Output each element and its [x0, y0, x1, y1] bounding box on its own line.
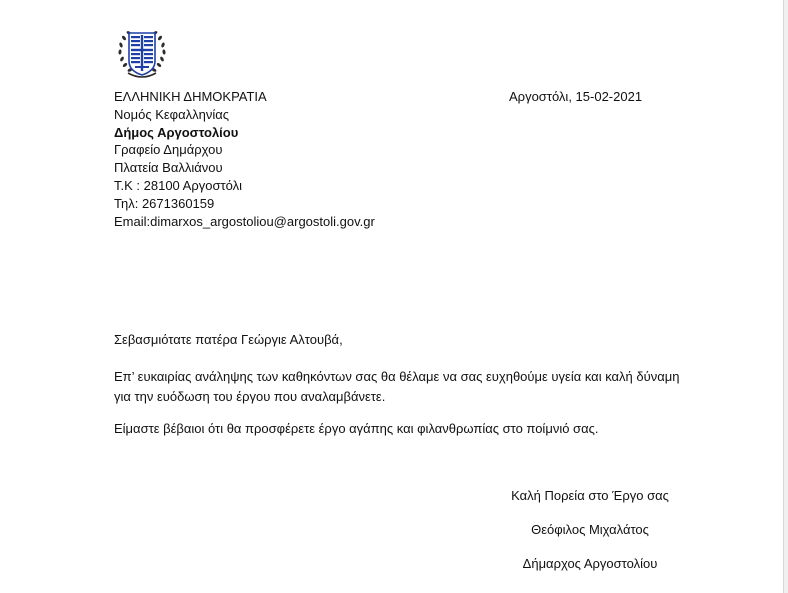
paragraph-wishes: Επ’ ευκαιρίας ανάληψης των καθηκόντων σας θα θέλαμε να σας ευχηθούμε υγεία και καλή δύναμη για την ευόδωση του έργου που αναλαμβάνετε.	[114, 369, 680, 404]
greek-coat-of-arms-icon	[114, 25, 170, 81]
signature-closing: Καλή Πορεία στο Έργο σας	[511, 488, 669, 503]
salutation: Σεβασμιότατε πατέρα Γεώργιε Αλτουβά,	[114, 332, 343, 347]
signature-name: Θεόφιλος Μιχαλάτος	[531, 522, 649, 537]
municipality-line: Δήμος Αργοστολίου	[114, 124, 239, 140]
page-edge-divider	[783, 0, 788, 593]
postal-line: Τ.Κ : 28100 Αργοστόλι	[114, 177, 243, 193]
prefecture-line: Νομός Κεφαλληνίας	[114, 106, 230, 122]
email-line: Email:dimarxos_argostoliou@argostoli.gov.gr	[114, 213, 375, 229]
place-date: Αργοστόλι, 15-02-2021	[509, 89, 643, 104]
country-line: ΕΛΛΗΝΙΚΗ ΔΗΜΟΚΡΑΤΙΑ	[114, 89, 267, 104]
signature-title: Δήμαρχος Αργοστολίου	[522, 556, 658, 571]
paragraph-confidence: Είμαστε βέβαιοι ότι θα προσφέρετε έργο αγάπης και φιλανθρωπίας στο ποίμνιό σας.	[114, 421, 599, 436]
office-line: Γραφείο Δημάρχου	[114, 142, 223, 158]
phone-line: Τηλ: 2671360159	[114, 195, 215, 211]
sender-block	[114, 88, 375, 230]
address-line: Πλατεία Βαλλιάνου	[114, 160, 223, 176]
